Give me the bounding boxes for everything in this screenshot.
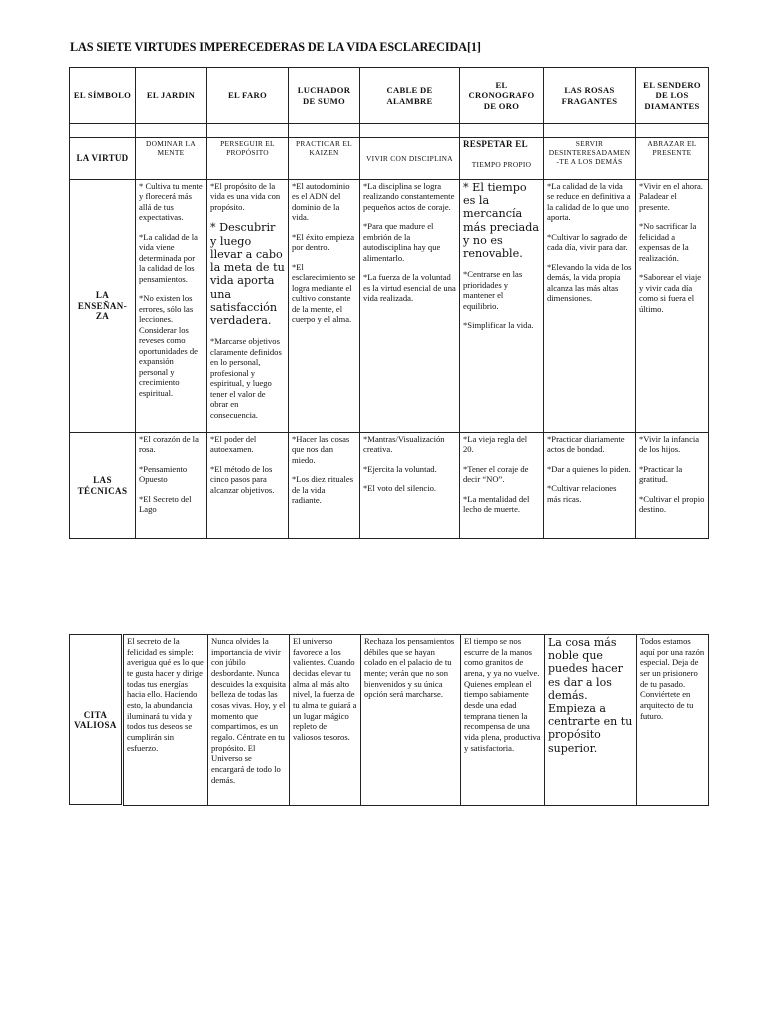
virtues-table [69,67,709,539]
technique-cell: *El poder del autoexamen. *El método de los cinco pasos para alcanzar objetivos. [207,433,289,539]
virtue-cell: DOMINAR LA MENTE [136,138,207,180]
teaching-label: LA ENSEÑAN-ZA [70,180,136,433]
teaching-row [70,180,709,433]
teaching-cell: *Vivir en el ahora. Paladear el presente. *No sacrificar la felicidad a expensas de la realización. *Saborear el viaje y vivir cada día como si fuera el último. [636,180,709,433]
virtue-row [70,138,709,180]
quote-cell: Nunca olvides la importancia de vivir con júbilo desbordante. Nunca descuides la exquisita belleza de todas las cosas vivas. Hoy, y el momento que compartimos, es un regalo. Céntrate en tu propósito. El Universo se encargará de todo lo demás. [208,635,290,806]
spacer-row [70,124,709,138]
technique-cell: *Hacer las cosas que nos dan miedo. *Los diez rituales de la vida radiante. [289,433,360,539]
virtue-cell: RESPETAR EL TIEMPO PROPIO [460,138,544,180]
symbol-header: CABLE DE ALAMBRE [360,68,460,124]
symbol-row [70,68,709,124]
teaching-cell: *La disciplina se logra realizando constantemente pequeños actos de coraje. *Para que madure el embrión de la autodisciplina hay que alimentarlo. *La fuerza de la voluntad es la virtud esencial de una vida realizada. [360,180,460,433]
symbol-header: EL SENDERO DE LOS DIAMANTES [636,68,709,124]
symbol-header: LAS ROSAS FRAGANTES [544,68,636,124]
symbol-header: EL FARO [207,68,289,124]
technique-cell: *Mantras/Visualización creativa. *Ejercita la voluntad. *El voto del silencio. [360,433,460,539]
quote-cell: La cosa más noble que puedes hacer es dar a los demás. Empieza a centrarte en tu propósito superior. [545,635,637,806]
quotes-row [124,635,709,806]
symbol-header: EL CRONOGRAFO DE ORO [460,68,544,124]
symbol-header: LUCHADOR DE SUMO [289,68,360,124]
virtue-cell: VIVIR CON DISCIPLINA [360,138,460,180]
teaching-cell: *El autodominio es el ADN del dominio de la vida. *El éxito empieza por dentro. *El esclarecimiento se logra mediante el cultivo constante de la mente, el cuerpo y el alma. [289,180,360,433]
quote-cell: El universo favorece a los valientes. Cuando decidas elevar tu alma al más alto nivel, la fuerza de tu alma te guiará a un lugar mágico repleto de valiosos tesoros. [290,635,361,806]
quote-cell: El tiempo se nos escurre de la manos como granitos de arena, y ya no vuelve. Quienes emplean el tiempo sabiamente desde una edad temprana tienen la recompensa de una vida plena, productiva y satisfactoria. [461,635,545,806]
technique-cell: *Vivir la infancia de los hijos. *Practicar la gratitud. *Cultivar el propio destino. [636,433,709,539]
quote-cell: Rechaza los pensamientos débiles que se hayan colado en el palacio de tu mente; verán que no son bienvenidos y su única opción será marcharse. [361,635,461,806]
quote-cell: El secreto de la felicidad es simple: averigua qué es lo que te gusta hacer y dirige todas tus energías hacia ello. Haciendo esto, la abundancia iluminará tu vida y todos tus deseos se cumplirán sin esfuerzo. [124,635,208,806]
technique-cell: *La vieja regla del 20. *Tener el coraje de decir “NO”. *La mentalidad del lecho de muerte. [460,433,544,539]
technique-cell: *Practicar diariamente actos de bondad. *Dar a quienes lo piden. *Cultivar relaciones más ricas. [544,433,636,539]
teaching-cell: *La calidad de la vida se reduce en definitiva a la calidad de lo que uno aporta. *Cultivar lo sagrado de cada día, vivir para dar. *Elevando la vida de los demás, la vida propia alcanza las más altas dimensiones. [544,180,636,433]
symbol-label: EL SÍMBOLO [70,68,136,124]
virtue-label: LA VIRTUD [70,138,136,180]
teaching-cell: *El propósito de la vida es una vida con propósito. * Descubrir y luego llevar a cabo la meta de tu vida aporta una satisfacción verdadera. *Marcarse objetivos claramente definidos en lo personal, profesional y espiritual, y luego tener el valor de obrar en consecuencia. [207,180,289,433]
footnote-link[interactable]: [1] [466,40,481,54]
virtue-cell: PRACTICAR EL KAIZEN [289,138,360,180]
techniques-row [70,433,709,539]
teaching-cell: * Cultiva tu mente y florecerá más allá de tus expectativas. *La calidad de la vida viene determinada por la calidad de los pensamientos. *No existen los errores, sólo las lecciones. Considerar los reveses como oportunidades de expansión personal y crecimiento espiritual. [136,180,207,433]
virtue-cell: PERSEGUIR EL PROPÓSITO [207,138,289,180]
quote-cell: Todos estamos aquí por una razón especial. Deja de ser un prisionero de tu pasado. Conviértete en arquitecto de tu futuro. [637,635,709,806]
virtue-cell: SERVIR DESINTERESADAMEN -TE A LOS DEMÁS [544,138,636,180]
teaching-cell: * El tiempo es la mercancía más preciada y no es renovable. *Centrarse en las prioridades y mantener el equilibrio. *Simplificar la vida. [460,180,544,433]
techniques-label: LAS TÉCNICAS [70,433,136,539]
title-text: LAS SIETE VIRTUDES IMPERECEDERAS DE LA VIDA ESCLARECIDA [70,40,467,54]
document-title [70,40,481,55]
virtue-cell: ABRAZAR EL PRESENTE [636,138,709,180]
symbol-header: EL JARDIN [136,68,207,124]
quotes-table [123,634,709,806]
quote-label: CITA VALIOSA [69,634,122,805]
technique-cell: *El corazón de la rosa. *Pensamiento Opuesto *El Secreto del Lago [136,433,207,539]
